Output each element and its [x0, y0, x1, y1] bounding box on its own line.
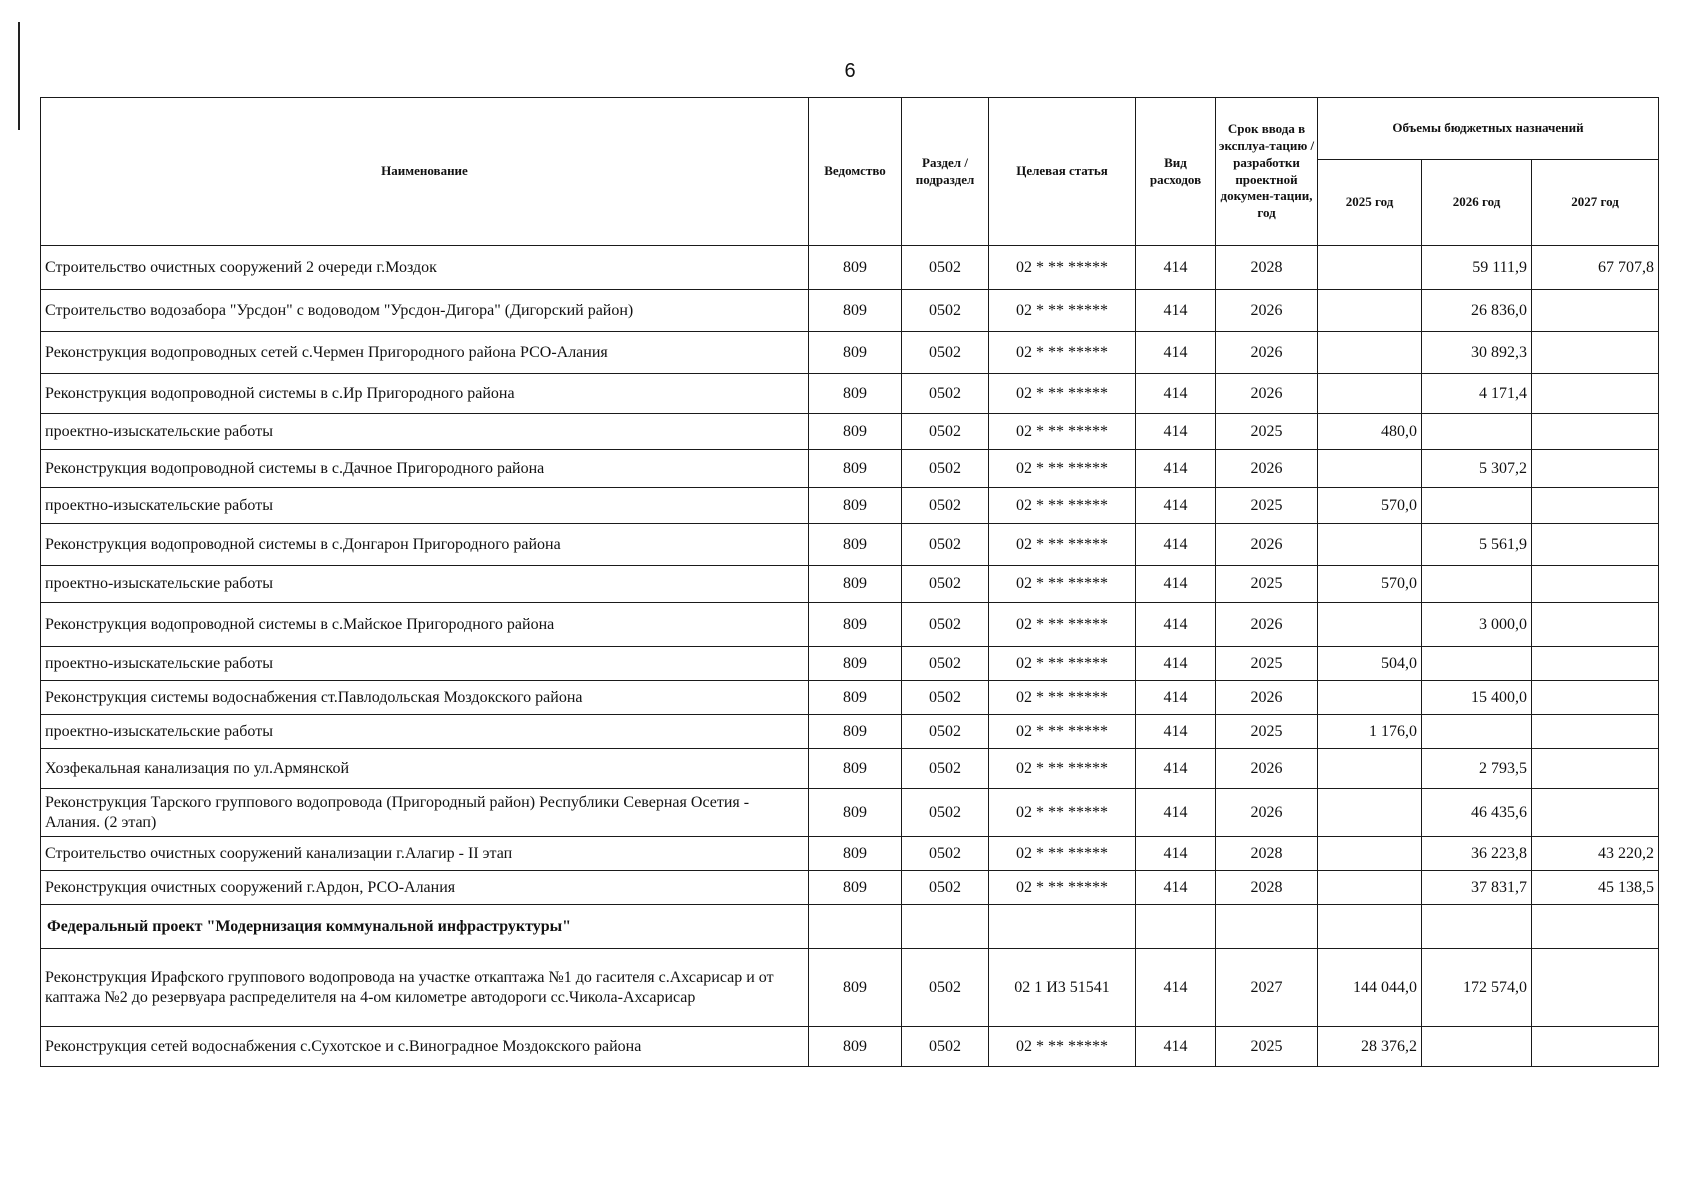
table-row [41, 332, 1659, 374]
cell-dept: 809 [809, 681, 902, 715]
cell-2026: 15 400,0 [1422, 681, 1532, 715]
cell-dept: 809 [809, 566, 902, 603]
cell-name: Строительство очистных сооружений 2 очереди г.Моздок [41, 246, 809, 290]
cell-target: 02 * ** ***** [989, 715, 1136, 749]
header-2027: 2027 год [1532, 160, 1659, 246]
cell-expense: 414 [1136, 749, 1216, 789]
cell-target: 02 * ** ***** [989, 524, 1136, 566]
cell-section: 0502 [902, 789, 989, 837]
cell-dept: 809 [809, 837, 902, 871]
cell-name: проектно-изыскательские работы [41, 414, 809, 450]
cell-dept: 809 [809, 789, 902, 837]
cell-expense: 414 [1136, 871, 1216, 905]
cell-target: 02 * ** ***** [989, 450, 1136, 488]
cell-2027 [1532, 488, 1659, 524]
cell-2027: 45 138,5 [1532, 871, 1659, 905]
cell-year: 2026 [1216, 450, 1318, 488]
header-volumes: Объемы бюджетных назначений [1318, 98, 1659, 160]
cell-year: 2025 [1216, 1027, 1318, 1067]
header-target: Целевая статья [989, 98, 1136, 246]
table-row [41, 647, 1659, 681]
cell-name: проектно-изыскательские работы [41, 488, 809, 524]
cell-expense: 414 [1136, 647, 1216, 681]
cell-2025: 1 176,0 [1318, 715, 1422, 749]
cell-section: 0502 [902, 647, 989, 681]
cell-2026: 4 171,4 [1422, 374, 1532, 414]
cell-2027 [1532, 374, 1659, 414]
cell-expense: 414 [1136, 603, 1216, 647]
cell-section: 0502 [902, 715, 989, 749]
cell-expense [1136, 905, 1216, 949]
cell-year: 2028 [1216, 871, 1318, 905]
cell-year: 2025 [1216, 488, 1318, 524]
cell-expense: 414 [1136, 715, 1216, 749]
cell-2026 [1422, 488, 1532, 524]
cell-name: Хозфекальная канализация по ул.Армянской [41, 749, 809, 789]
table-row [41, 681, 1659, 715]
cell-target: 02 * ** ***** [989, 332, 1136, 374]
cell-expense: 414 [1136, 488, 1216, 524]
cell-2025 [1318, 789, 1422, 837]
cell-2026 [1422, 1027, 1532, 1067]
cell-target: 02 * ** ***** [989, 374, 1136, 414]
cell-2027 [1532, 789, 1659, 837]
cell-name: Реконструкция водопроводных сетей с.Чермен Пригородного района РСО-Алания [41, 332, 809, 374]
header-term: Срок ввода в эксплуа-тацию / разработки проектной докумен-тации, год [1216, 98, 1318, 246]
cell-2027: 43 220,2 [1532, 837, 1659, 871]
cell-year: 2025 [1216, 566, 1318, 603]
cell-expense: 414 [1136, 524, 1216, 566]
cell-target: 02 * ** ***** [989, 789, 1136, 837]
cell-target: 02 * ** ***** [989, 1027, 1136, 1067]
cell-dept: 809 [809, 290, 902, 332]
cell-target: 02 * ** ***** [989, 414, 1136, 450]
cell-2025: 504,0 [1318, 647, 1422, 681]
cell-expense: 414 [1136, 1027, 1216, 1067]
cell-section: 0502 [902, 524, 989, 566]
cell-2027 [1532, 524, 1659, 566]
cell-name: Строительство очистных сооружений канализации г.Алагир - II этап [41, 837, 809, 871]
cell-2025 [1318, 332, 1422, 374]
cell-2025 [1318, 374, 1422, 414]
table-row [41, 837, 1659, 871]
cell-dept: 809 [809, 749, 902, 789]
cell-name: Реконструкция сетей водоснабжения с.Сухотское и с.Виноградное Моздокского района [41, 1027, 809, 1067]
cell-section: 0502 [902, 414, 989, 450]
cell-2026: 5 307,2 [1422, 450, 1532, 488]
cell-expense: 414 [1136, 837, 1216, 871]
table-row [41, 246, 1659, 290]
cell-2026 [1422, 647, 1532, 681]
cell-2027 [1532, 1027, 1659, 1067]
cell-dept: 809 [809, 949, 902, 1027]
cell-section: 0502 [902, 450, 989, 488]
cell-name: Реконструкция очистных сооружений г.Ардон, РСО-Алания [41, 871, 809, 905]
cell-year: 2028 [1216, 837, 1318, 871]
cell-target: 02 * ** ***** [989, 647, 1136, 681]
cell-section: 0502 [902, 332, 989, 374]
cell-2025 [1318, 905, 1422, 949]
cell-year: 2026 [1216, 332, 1318, 374]
cell-2026: 5 561,9 [1422, 524, 1532, 566]
cell-2025 [1318, 681, 1422, 715]
cell-2025: 480,0 [1318, 414, 1422, 450]
cell-dept: 809 [809, 246, 902, 290]
table-row [41, 949, 1659, 1027]
cell-expense: 414 [1136, 566, 1216, 603]
table-row [41, 871, 1659, 905]
cell-year: 2026 [1216, 374, 1318, 414]
table-row [41, 374, 1659, 414]
cell-dept: 809 [809, 524, 902, 566]
cell-dept: 809 [809, 374, 902, 414]
cell-target: 02 * ** ***** [989, 749, 1136, 789]
table-row [41, 450, 1659, 488]
table-row [41, 488, 1659, 524]
cell-name: проектно-изыскательские работы [41, 566, 809, 603]
cell-2027 [1532, 715, 1659, 749]
cell-2027 [1532, 566, 1659, 603]
cell-name: Реконструкция Ирафского группового водопровода на участке откаптажа №1 до гасителя с.Ахсарисар и от каптажа №2 до резервуара распределителя на 4-ом километре автодороги сс.Чикола-Ахсарисар [41, 949, 809, 1027]
cell-dept: 809 [809, 715, 902, 749]
cell-section: 0502 [902, 603, 989, 647]
cell-2026 [1422, 414, 1532, 450]
cell-target: 02 * ** ***** [989, 566, 1136, 603]
cell-section: 0502 [902, 837, 989, 871]
cell-2027 [1532, 949, 1659, 1027]
cell-section: 0502 [902, 246, 989, 290]
header-name: Наименование [41, 98, 809, 246]
cell-dept: 809 [809, 871, 902, 905]
cell-2025 [1318, 749, 1422, 789]
table-row [41, 715, 1659, 749]
cell-year: 2025 [1216, 647, 1318, 681]
cell-expense: 414 [1136, 681, 1216, 715]
cell-expense: 414 [1136, 450, 1216, 488]
cell-expense: 414 [1136, 949, 1216, 1027]
header-2026: 2026 год [1422, 160, 1532, 246]
cell-dept: 809 [809, 647, 902, 681]
cell-dept: 809 [809, 603, 902, 647]
cell-expense: 414 [1136, 374, 1216, 414]
cell-section: 0502 [902, 871, 989, 905]
cell-expense: 414 [1136, 246, 1216, 290]
cell-year: 2028 [1216, 246, 1318, 290]
cell-name: Реконструкция водопроводной системы в с.Донгарон Пригородного района [41, 524, 809, 566]
cell-year: 2026 [1216, 749, 1318, 789]
cell-2026: 36 223,8 [1422, 837, 1532, 871]
cell-2026: 2 793,5 [1422, 749, 1532, 789]
cell-dept: 809 [809, 488, 902, 524]
header-2025: 2025 год [1318, 160, 1422, 246]
cell-2025 [1318, 290, 1422, 332]
table-row [41, 414, 1659, 450]
cell-section: 0502 [902, 290, 989, 332]
cell-dept: 809 [809, 1027, 902, 1067]
cell-2027 [1532, 290, 1659, 332]
cell-section: 0502 [902, 374, 989, 414]
cell-2027 [1532, 681, 1659, 715]
cell-name: Реконструкция водопроводной системы в с.Дачное Пригородного района [41, 450, 809, 488]
cell-2025 [1318, 603, 1422, 647]
cell-section: 0502 [902, 749, 989, 789]
cell-2026: 46 435,6 [1422, 789, 1532, 837]
header-expense: Вид расходов [1136, 98, 1216, 246]
cell-year [1216, 905, 1318, 949]
table-row [41, 603, 1659, 647]
cell-2027: 67 707,8 [1532, 246, 1659, 290]
cell-2027 [1532, 647, 1659, 681]
cell-dept [809, 905, 902, 949]
cell-year: 2026 [1216, 524, 1318, 566]
cell-target: 02 * ** ***** [989, 603, 1136, 647]
cell-target: 02 * ** ***** [989, 246, 1136, 290]
cell-year: 2025 [1216, 414, 1318, 450]
cell-section: 0502 [902, 488, 989, 524]
cell-dept: 809 [809, 332, 902, 374]
cell-target [989, 905, 1136, 949]
cell-2027 [1532, 603, 1659, 647]
cell-2027 [1532, 450, 1659, 488]
cell-dept: 809 [809, 414, 902, 450]
cell-section: 0502 [902, 1027, 989, 1067]
cell-2025 [1318, 450, 1422, 488]
cell-name: Реконструкция водопроводной системы в с.Майское Пригородного района [41, 603, 809, 647]
cell-2025: 570,0 [1318, 566, 1422, 603]
cell-name: Реконструкция водопроводной системы в с.Ир Пригородного района [41, 374, 809, 414]
cell-2026: 172 574,0 [1422, 949, 1532, 1027]
cell-target: 02 * ** ***** [989, 290, 1136, 332]
cell-2025 [1318, 837, 1422, 871]
cell-2025: 144 044,0 [1318, 949, 1422, 1027]
cell-target: 02 * ** ***** [989, 681, 1136, 715]
cell-name: Реконструкция Тарского группового водопровода (Пригородный район) Республики Северная Осетия - Алания. (2 этап) [41, 789, 809, 837]
table-row [41, 789, 1659, 837]
cell-name: Федеральный проект "Модернизация коммунальной инфраструктуры" [41, 905, 809, 949]
cell-section: 0502 [902, 949, 989, 1027]
cell-dept: 809 [809, 450, 902, 488]
table-body [41, 246, 1659, 1067]
cell-name: Строительство водозабора "Урсдон" с водоводом "Урсдон-Дигора" (Дигорский район) [41, 290, 809, 332]
table-row [41, 749, 1659, 789]
cell-year: 2026 [1216, 681, 1318, 715]
cell-2026 [1422, 566, 1532, 603]
cell-2026 [1422, 715, 1532, 749]
cell-2025 [1318, 246, 1422, 290]
cell-2027 [1532, 749, 1659, 789]
cell-2025 [1318, 871, 1422, 905]
cell-year: 2026 [1216, 603, 1318, 647]
cell-section [902, 905, 989, 949]
cell-year: 2026 [1216, 789, 1318, 837]
budget-table [40, 97, 1659, 1067]
cell-target: 02 * ** ***** [989, 871, 1136, 905]
cell-section: 0502 [902, 681, 989, 715]
cell-2027 [1532, 905, 1659, 949]
section-row [41, 905, 1659, 949]
cell-year: 2025 [1216, 715, 1318, 749]
cell-expense: 414 [1136, 290, 1216, 332]
cell-name: Реконструкция системы водоснабжения ст.Павлодольская Моздокского района [41, 681, 809, 715]
header-dept: Ведомство [809, 98, 902, 246]
cell-target: 02 * ** ***** [989, 488, 1136, 524]
cell-2026: 59 111,9 [1422, 246, 1532, 290]
cell-name: проектно-изыскательские работы [41, 647, 809, 681]
cell-2026: 26 836,0 [1422, 290, 1532, 332]
cell-2025 [1318, 524, 1422, 566]
table-row [41, 1027, 1659, 1067]
cell-2026: 3 000,0 [1422, 603, 1532, 647]
cell-expense: 414 [1136, 332, 1216, 374]
page-number: 6 [844, 60, 856, 82]
cell-expense: 414 [1136, 414, 1216, 450]
cell-target: 02 * ** ***** [989, 837, 1136, 871]
cell-expense: 414 [1136, 789, 1216, 837]
cell-year: 2027 [1216, 949, 1318, 1027]
header-section: Раздел / подраздел [902, 98, 989, 246]
cell-2026: 37 831,7 [1422, 871, 1532, 905]
cell-2027 [1532, 414, 1659, 450]
cell-year: 2026 [1216, 290, 1318, 332]
cell-2027 [1532, 332, 1659, 374]
cell-2025: 570,0 [1318, 488, 1422, 524]
cell-target: 02 1 И3 51541 [989, 949, 1136, 1027]
cell-2026: 30 892,3 [1422, 332, 1532, 374]
cell-section: 0502 [902, 566, 989, 603]
table-row [41, 566, 1659, 603]
table-row [41, 524, 1659, 566]
cell-2026 [1422, 905, 1532, 949]
cell-2025: 28 376,2 [1318, 1027, 1422, 1067]
table-row [41, 290, 1659, 332]
cell-name: проектно-изыскательские работы [41, 715, 809, 749]
